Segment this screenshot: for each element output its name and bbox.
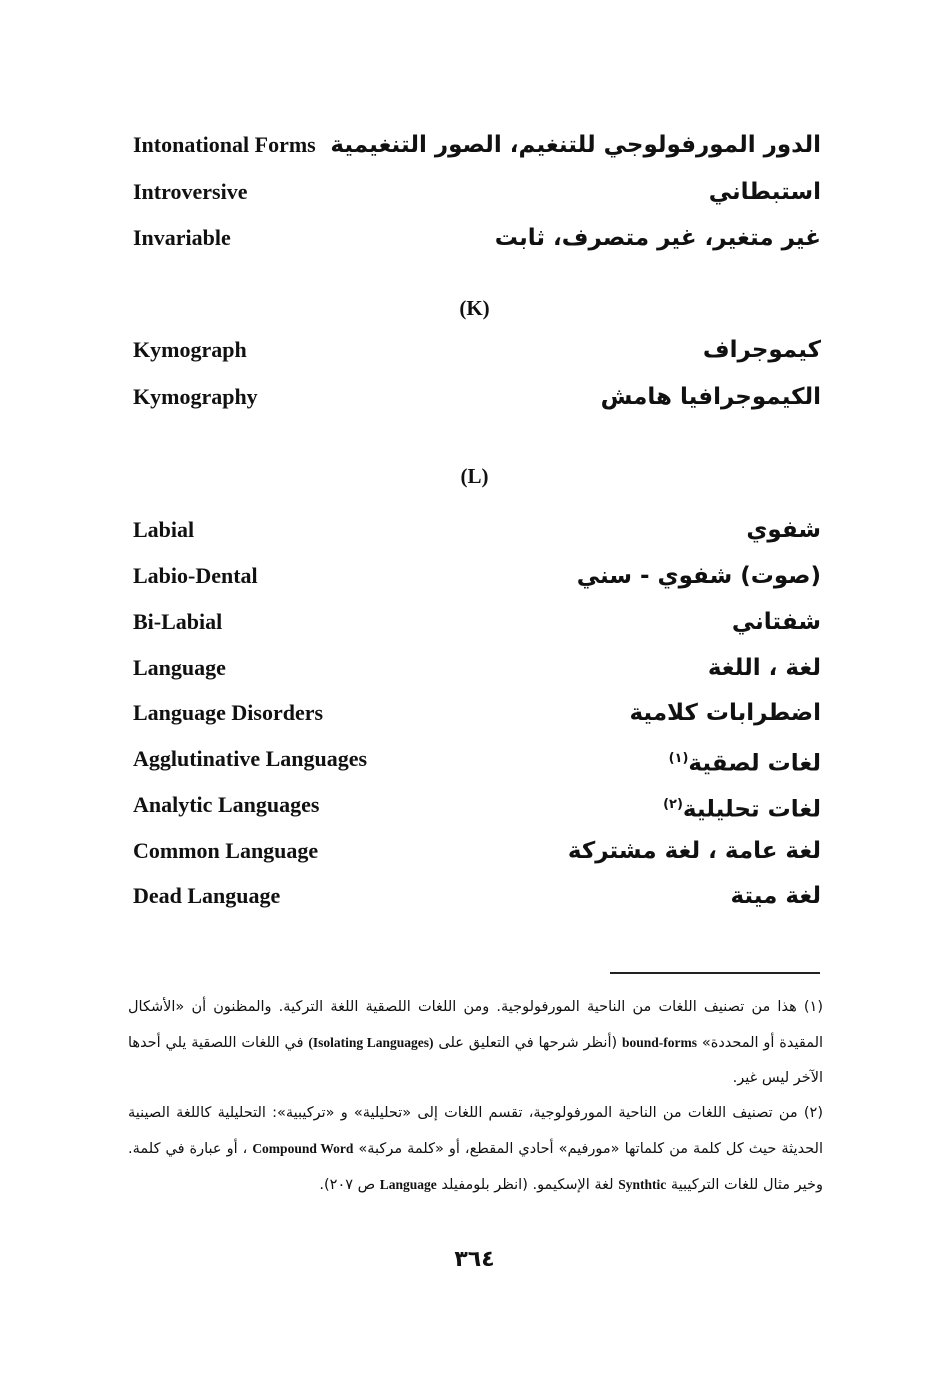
footnote-ref: (٢) [663,797,683,812]
entry-arabic: غير متغير، غير متصرف، ثابت [494,225,821,251]
section-heading-k: (K) [459,296,490,320]
entry-row [0,876,949,916]
page-number: ٣٦٤ [454,1247,495,1272]
entry-english: Bi-Labial [133,609,223,634]
footnote-latin-term: Compound Word [252,1141,354,1156]
entry-arabic: كيموجراف [702,337,821,363]
entry-english: Common Language [133,838,319,863]
entry-arabic: الكيموجرافيا هامش [600,384,821,410]
footnote-latin-term: Language [379,1177,437,1192]
footnote-ref: (١) [668,751,689,766]
entry-row [0,125,949,165]
entry-english: Analytic Languages [133,792,320,817]
entry-arabic: الدور المورفولوجي للتنغيم، الصور التنغيمية [330,132,821,158]
footnote-text: في اللغات اللصقية يلي أحدها الآخر ليس غير. [128,1035,823,1086]
entry-row [0,172,949,212]
entry-arabic: لغة ميتة [730,883,821,909]
entry-row [0,556,949,596]
entry-row [0,218,949,258]
entry-row [0,377,949,417]
entry-arabic: لغة عامة ، لغة مشتركة [567,838,821,864]
footnote-1 [128,990,823,1096]
footnote-text: ، أو عبارة في كلمة. وخير مثال للغات التركيبية [128,1141,823,1193]
footnote-divider [610,972,820,974]
entry-arabic-text: لغات لصقية [688,750,821,777]
entry-arabic: استبطاني [708,179,821,205]
entry-english: Agglutinative Languages [133,746,368,771]
entry-arabic [669,739,821,784]
footnote-text: (٢) من تصنيف اللغات من الناحية المورفولوجية، تقسم اللغات إلى «تحليلية» و «تركيبية»: التحليلية كاللغة الصينية الحديثة حيث كل كلمة من كلماتها «مورفيم» أحادي المقطع، أو «كلمة مركبة» [128,1105,824,1157]
entry-english: Language [133,655,226,680]
section-heading-l: (L) [460,464,489,488]
entry-arabic-text: لغات تحليلية [682,796,821,823]
entry-row [0,330,949,370]
entry-row [0,739,949,779]
entry-row [0,785,949,825]
entry-row [0,602,949,642]
entry-english: Kymography [133,384,258,409]
footnote-latin-term: Synthtic [618,1177,667,1192]
entry-arabic: شفتاني [731,609,821,635]
entry-english: Introversive [133,179,248,204]
entry-row [0,510,949,550]
entry-english: Intonational Forms [133,132,316,157]
entry-arabic: شفوي [746,517,821,543]
entry-row [0,831,949,871]
entry-english: Labio-Dental [133,563,258,588]
entry-english: Dead Language [133,883,281,908]
footnote-text: (أنظر شرحها في التعليق على [438,1035,618,1051]
entry-english: Language Disorders [133,700,324,725]
footnote-latin-term: (Isolating Languages) [308,1035,434,1050]
entry-english: Kymograph [133,337,247,362]
entry-english: Labial [133,517,195,542]
footnote-text: ص ٢٠٧). [319,1177,376,1193]
entry-row [0,693,949,733]
entry-arabic: لغة ، اللغة [707,655,821,681]
footnote-text: (١) هذا من تصنيف اللغات من الناحية المورفولوجية. ومن اللغات اللصقية اللغة التركية. والمظنون أن «الأشكال المقيدة أو المحددة» [128,999,824,1051]
entry-arabic: اضطرابات كلامية [629,700,821,726]
entry-english: Invariable [133,225,231,250]
footnote-latin-term: bound-forms [622,1035,698,1050]
footnote-text: لغة الإسكيمو. (انظر بلومفيلد [441,1177,614,1193]
entry-arabic: (صوت) شفوي - سني [576,563,821,589]
footnote-2 [128,1096,823,1203]
entry-row [0,648,949,688]
footnotes [128,990,823,1203]
entry-arabic [663,785,821,830]
